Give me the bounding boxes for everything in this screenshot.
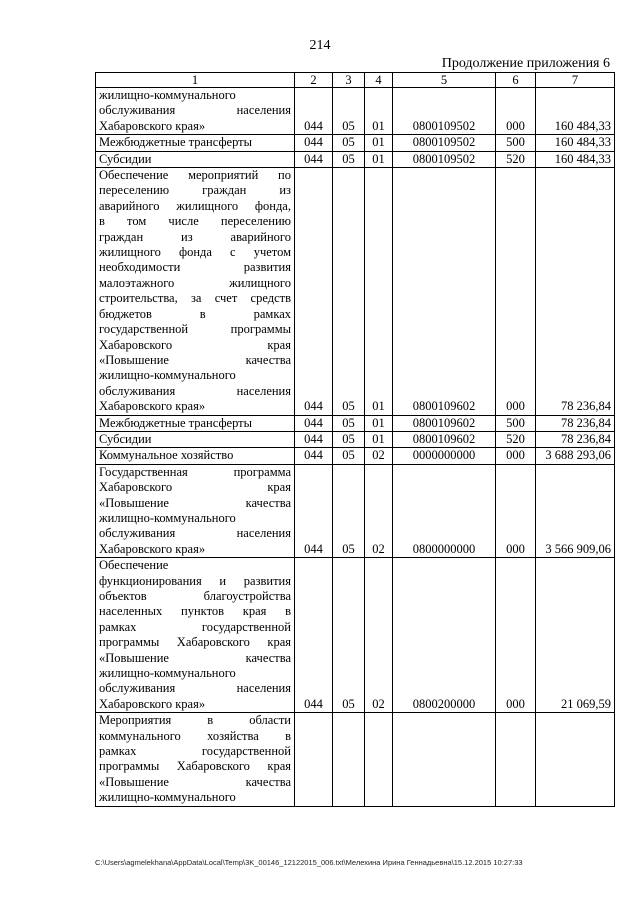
row-name-line: объектов благоустройства <box>99 589 291 603</box>
code-cell: 044 <box>295 464 333 557</box>
row-name-line: Коммунальное хозяйство <box>99 448 234 463</box>
row-name-line: обслуживания населения <box>99 103 291 118</box>
row-name-line: Субсидии <box>99 431 152 446</box>
row-name-line: «Повышение качества <box>99 495 291 510</box>
code-cell: 0800109502 <box>393 135 496 151</box>
row-name-cell <box>96 464 295 557</box>
row-name-line: обслуживания населения <box>99 383 291 398</box>
row-name-line: рамках государственной <box>99 619 291 634</box>
code-cell: 000 <box>496 464 536 557</box>
code-cell: 01 <box>365 135 393 151</box>
row-name-line: Хабаровского края» <box>99 118 206 133</box>
code-cell: 0800200000 <box>393 558 496 713</box>
code-cell: 05 <box>333 151 365 167</box>
row-name-line: Мероприятия в области <box>99 713 291 728</box>
row-name-line: переселению граждан из <box>99 183 291 198</box>
code-cell: 520 <box>496 431 536 447</box>
code-cell: 0800000000 <box>393 464 496 557</box>
row-name-line: жилищно-коммунального <box>99 88 236 102</box>
header-cell: 5 <box>393 73 496 88</box>
header-cell: 2 <box>295 73 333 88</box>
code-cell: 02 <box>365 464 393 557</box>
code-cell: 05 <box>333 415 365 431</box>
continuation-label: Продолжение приложения 6 <box>441 56 610 71</box>
row-name-cell <box>96 135 295 151</box>
row-name-line: Государственная программа <box>99 464 291 479</box>
table-row <box>96 431 615 447</box>
row-name-line: программы Хабаровского края <box>99 759 291 774</box>
amount-cell: 78 236,84 <box>536 431 615 447</box>
code-cell: 044 <box>295 151 333 167</box>
row-name-line: жилищного фонда с учетом <box>99 245 291 260</box>
row-name-line: Хабаровского края» <box>99 541 206 556</box>
header-cell: 3 <box>333 73 365 88</box>
row-name-line: Обеспечение <box>99 558 169 573</box>
code-cell: 500 <box>496 415 536 431</box>
row-name-line: аварийного жилищного фонда, <box>99 198 291 213</box>
code-cell: 0800109602 <box>393 431 496 447</box>
code-cell: 0800109602 <box>393 168 496 416</box>
code-cell: 05 <box>333 558 365 713</box>
code-cell: 044 <box>295 558 333 713</box>
budget-table <box>95 72 615 807</box>
code-cell: 05 <box>333 135 365 151</box>
code-cell: 0800109502 <box>393 151 496 167</box>
row-name-line: «Повышение качества <box>99 352 291 367</box>
row-name-line: населенных пунктов края в <box>99 604 291 619</box>
row-name-line: «Повышение качества <box>99 650 291 665</box>
code-cell: 500 <box>496 135 536 151</box>
table-row <box>96 168 615 416</box>
row-name-line: жилищно-коммунального <box>99 790 236 805</box>
code-cell: 01 <box>365 415 393 431</box>
amount-cell <box>536 713 615 806</box>
row-name-line: Межбюджетные трансферты <box>99 135 253 150</box>
table-row <box>96 464 615 557</box>
row-name-line: рамках государственной <box>99 744 291 759</box>
row-name-line: Хабаровского края <box>99 480 291 495</box>
amount-cell: 78 236,84 <box>536 168 615 416</box>
code-cell <box>333 713 365 806</box>
code-cell: 044 <box>295 448 333 464</box>
code-cell: 000 <box>496 88 536 135</box>
row-name-cell <box>96 713 295 806</box>
row-name-line: обслуживания населения <box>99 526 291 541</box>
header-cell: 1 <box>96 73 295 88</box>
amount-cell: 3 688 293,06 <box>536 448 615 464</box>
table-row <box>96 558 615 713</box>
amount-cell: 160 484,33 <box>536 135 615 151</box>
row-name-line: Хабаровского края <box>99 337 291 352</box>
row-name-line: жилищно-коммунального <box>99 510 236 525</box>
row-name-line: функционирования и развития <box>99 573 291 588</box>
header-cell: 6 <box>496 73 536 88</box>
code-cell: 01 <box>365 151 393 167</box>
code-cell: 05 <box>333 168 365 416</box>
code-cell: 01 <box>365 431 393 447</box>
code-cell: 044 <box>295 88 333 135</box>
table-row <box>96 135 615 151</box>
table-row <box>96 88 615 135</box>
amount-cell: 3 566 909,06 <box>536 464 615 557</box>
page-number: 214 <box>309 38 331 53</box>
table-row <box>96 415 615 431</box>
code-cell <box>295 713 333 806</box>
row-name-cell <box>96 168 295 416</box>
amount-cell: 160 484,33 <box>536 88 615 135</box>
table-header-row <box>96 73 615 88</box>
code-cell: 05 <box>333 464 365 557</box>
amount-cell: 21 069,59 <box>536 558 615 713</box>
table-row <box>96 713 615 806</box>
header-cell: 7 <box>536 73 615 88</box>
row-name-line: обслуживания населения <box>99 681 291 696</box>
row-name-cell <box>96 88 295 135</box>
row-name-line: государственной программы <box>99 322 291 337</box>
code-cell <box>496 713 536 806</box>
code-cell: 000 <box>496 448 536 464</box>
row-name-line: Субсидии <box>99 151 152 166</box>
amount-cell: 160 484,33 <box>536 151 615 167</box>
header-cell: 4 <box>365 73 393 88</box>
code-cell: 01 <box>365 88 393 135</box>
amount-cell: 78 236,84 <box>536 415 615 431</box>
row-name-line: жилищно-коммунального <box>99 666 236 681</box>
code-cell <box>365 713 393 806</box>
row-name-line: граждан из аварийного <box>99 229 291 244</box>
code-cell: 044 <box>295 168 333 416</box>
table-row <box>96 151 615 167</box>
table-row <box>96 448 615 464</box>
code-cell: 0000000000 <box>393 448 496 464</box>
code-cell: 05 <box>333 448 365 464</box>
code-cell: 05 <box>333 431 365 447</box>
code-cell: 044 <box>295 431 333 447</box>
row-name-line: Межбюджетные трансферты <box>99 415 253 430</box>
code-cell: 01 <box>365 168 393 416</box>
row-name-line: в том числе переселению <box>99 214 291 229</box>
row-name-cell <box>96 415 295 431</box>
row-name-line: бюджетов в рамках <box>99 306 291 321</box>
row-name-line: необходимости развития <box>99 260 291 275</box>
code-cell: 520 <box>496 151 536 167</box>
row-name-line: Хабаровского края» <box>99 399 206 414</box>
row-name-line: программы Хабаровского края <box>99 635 291 650</box>
row-name-line: строительства, за счет средств <box>99 291 291 306</box>
code-cell: 044 <box>295 415 333 431</box>
row-name-line: коммунального хозяйства в <box>99 728 291 743</box>
code-cell: 0800109502 <box>393 88 496 135</box>
code-cell: 000 <box>496 558 536 713</box>
code-cell: 0800109602 <box>393 415 496 431</box>
row-name-cell <box>96 448 295 464</box>
row-name-line: Обеспечение мероприятий по <box>99 168 291 183</box>
row-name-cell <box>96 558 295 713</box>
code-cell: 02 <box>365 558 393 713</box>
row-name-cell <box>96 431 295 447</box>
code-cell: 044 <box>295 135 333 151</box>
row-name-line: Хабаровского края» <box>99 696 206 711</box>
row-name-cell <box>96 151 295 167</box>
row-name-line: «Повышение качества <box>99 774 291 789</box>
code-cell: 02 <box>365 448 393 464</box>
code-cell: 05 <box>333 88 365 135</box>
file-path-footer: C:\Users\agmelekhana\AppData\Local\Temp\3K_00146_12122015_006.txt\Мелехина Ирина Геннадьевна\15.12.2015 10:27:33 <box>95 858 523 867</box>
row-name-line: малоэтажного жилищного <box>99 275 291 290</box>
code-cell <box>393 713 496 806</box>
row-name-line: жилищно-коммунального <box>99 368 236 383</box>
code-cell: 000 <box>496 168 536 416</box>
